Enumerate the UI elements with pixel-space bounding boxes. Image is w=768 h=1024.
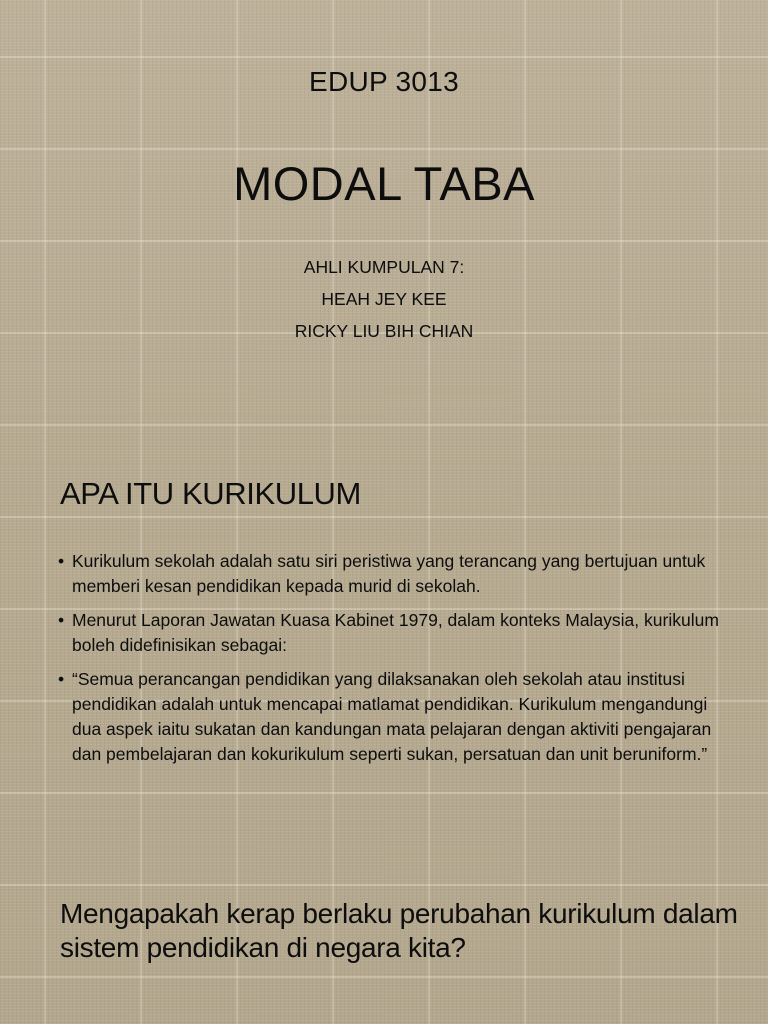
bullet-icon: • [58,669,65,689]
slide-heading: APA ITU KURIKULUM [60,476,361,511]
definition-slide [0,432,768,863]
title-slide [0,0,768,432]
slide-title: MODAL TABA [233,157,535,210]
question-slide [0,863,768,1024]
list-item [58,608,738,658]
members-heading: AHLI KUMPULAN 7: [303,257,465,277]
list-item-text: “Semua perancangan pendidikan yang dilaksanakan oleh sekolah atau institusi pendidikan adalah untuk mencapai matlamat pendidikan. Kurikulum mengandungi dua aspek iaitu sukatan dan kandungan mata pelajaran dengan aktiviti pengajaran dan pembelajaran dan kokurikulum seperti sukan, persatuan dan unit beruniform.” [72,669,712,764]
list-item-text: Kurikulum sekolah adalah satu siri peristiwa yang terancang yang bertujuan untuk memberi kesan pendidikan kepada murid di sekolah. [72,551,706,596]
group-members [0,251,768,347]
list-item [58,549,738,599]
bullet-icon: • [58,610,65,630]
bullet-icon: • [58,551,65,571]
list-item-text: Menurut Laporan Jawatan Kuasa Kabinet 1979, dalam konteks Malaysia, kurikulum boleh didefinisikan sebagai: [72,610,719,655]
course-code: EDUP 3013 [308,66,460,97]
question-heading: Mengapakah kerap berlaku perubahan kurikulum dalam sistem pendidikan di negara kita? [60,898,738,963]
list-item [58,667,738,767]
bullet-list [58,549,738,776]
member-name: RICKY LIU BIH CHIAN [294,321,474,341]
member-name: HEAH JEY KEE [321,289,447,309]
